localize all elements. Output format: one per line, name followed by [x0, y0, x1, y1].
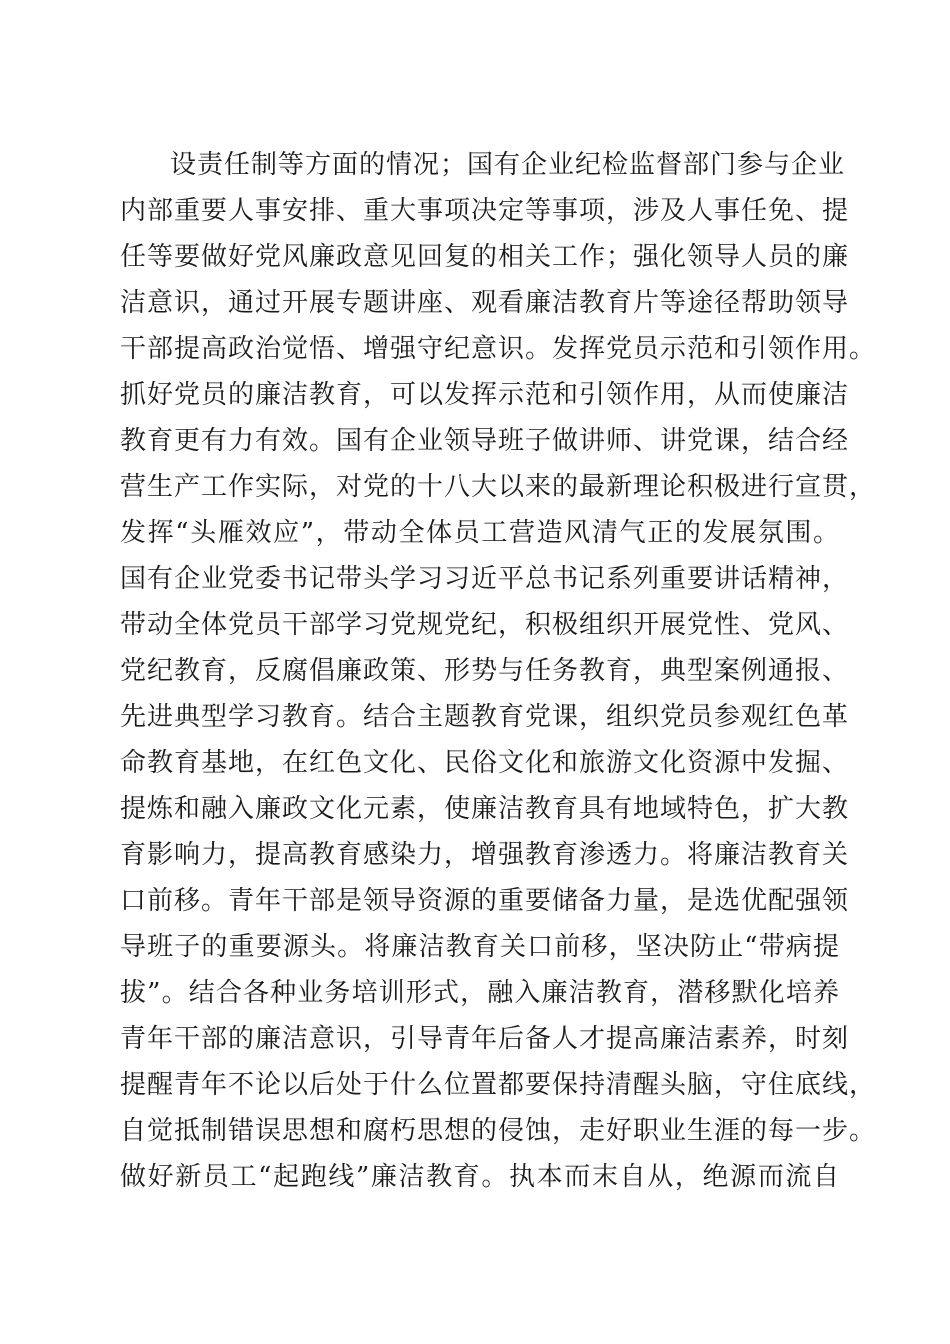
text-line-19: 拔”。结合各种业务培训形式，融入廉洁教育，潜移默化培养 — [120, 978, 840, 1008]
text-line-5: 干部提高政治觉悟、增强守纪意识。发挥党员示范和引领作用。 — [120, 334, 877, 364]
text-line-16: 育影响力，提高教育感染力，增强教育渗透力。将廉洁教育关 — [120, 840, 850, 870]
text-line-23: 做好新员工“起跑线”廉洁教育。执本而末自从，绝源而流自 — [120, 1162, 840, 1192]
text-line-3: 任等要做好党风廉政意见回复的相关工作；强化领导人员的廉 — [120, 242, 850, 272]
text-line-14: 命教育基地，在红色文化、民俗文化和旅游文化资源中发掘、 — [120, 748, 850, 778]
text-line-11: 带动全体党员干部学习党规党纪，积极组织开展党性、党风、 — [120, 610, 850, 640]
text-line-8: 营生产工作实际，对党的十八大以来的最新理论积极进行宣贯， — [120, 472, 877, 502]
text-line-6: 抓好党员的廉洁教育，可以发挥示范和引领作用，从而使廉洁 — [120, 380, 850, 410]
text-line-13: 先进典型学习教育。结合主题教育党课，组织党员参观红色革 — [120, 702, 850, 732]
text-line-1: 设责任制等方面的情况；国有企业纪检监督部门参与企业 — [170, 150, 846, 180]
text-line-17: 口前移。青年干部是领导资源的重要储备力量，是选优配强领 — [120, 886, 850, 916]
text-line-10: 国有企业党委书记带头学习习近平总书记系列重要讲话精神， — [120, 564, 850, 594]
text-line-22: 自觉抵制错误思想和腐朽思想的侵蚀，走好职业生涯的每一步。 — [120, 1116, 877, 1146]
text-line-20: 青年干部的廉洁意识，引导青年后备人才提高廉洁素养，时刻 — [120, 1024, 850, 1054]
text-line-12: 党纪教育，反腐倡廉政策、形势与任务教育，典型案例通报、 — [120, 656, 850, 686]
text-line-4: 洁意识，通过开展专题讲座、观看廉洁教育片等途径帮助领导 — [120, 288, 850, 318]
body-text — [120, 142, 877, 1200]
text-line-18: 导班子的重要源头。将廉洁教育关口前移，坚决防止“带病提 — [120, 932, 840, 962]
text-line-15: 提炼和融入廉政文化元素，使廉洁教育具有地域特色，扩大教 — [120, 794, 850, 824]
text-line-7: 教育更有力有效。国有企业领导班子做讲师、讲党课，结合经 — [120, 426, 850, 456]
text-line-9: 发挥“头雁效应”，带动全体员工营造风清气正的发展氛围。 — [120, 518, 840, 548]
text-line-21: 提醒青年不论以后处于什么位置都要保持清醒头脑，守住底线， — [120, 1070, 877, 1100]
text-line-2: 内部重要人事安排、重大事项决定等事项，涉及人事任免、提 — [120, 196, 850, 226]
